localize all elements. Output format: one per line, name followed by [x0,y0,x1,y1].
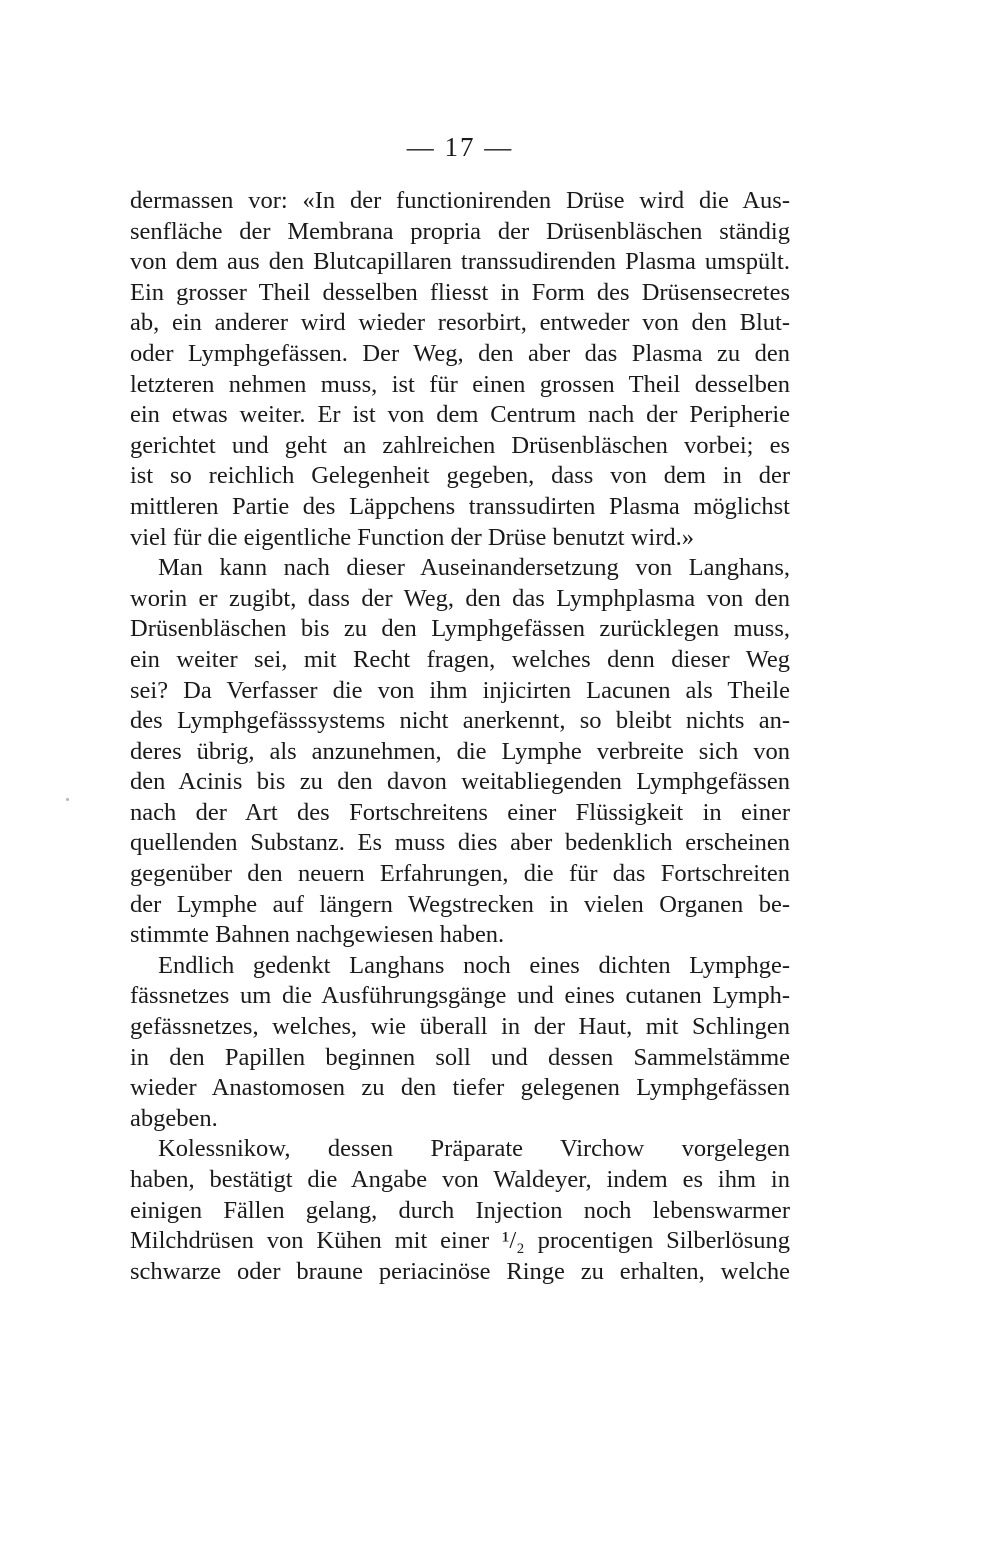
text-line: Man kann nach dieser Auseinandersetzung von Langhans, [158,554,790,582]
body-text [130,186,790,1287]
text-line: Ein grosser Theil desselben fliesst in Form des Drüsensecretes [130,278,790,306]
text-line: von dem aus den Blutcapillaren transsudirenden Plasma umspült. [130,248,790,276]
text-line: stimmte Bahnen nachgewiesen haben. [130,921,505,949]
text-line: des Lymphgefässsystems nicht anerkennt, so bleibt nichts an- [130,707,790,735]
margin-speck [66,798,69,801]
text-line: gefässnetzes, welches, wie überall in der Haut, mit Schlingen [130,1013,790,1041]
text-line: haben, bestätigt die Angabe von Waldeyer, indem es ihm in [130,1166,790,1193]
text-line: senfläche der Membrana propria der Drüsenbläschen ständig [130,217,790,245]
text-line: fässnetzes um die Ausführungsgänge und eines cutanen Lymph- [130,982,790,1010]
text-line: oder Lymphgefässen. Der Weg, den aber das Plasma zu den [130,339,790,367]
text-line: Kolessnikow, dessen Präparate Virchow vorgelegen [158,1135,790,1163]
text-line: Milchdrüsen von Kühen mit einer ¹/₂ procentigen Silberlösung [130,1227,790,1255]
text-line: in den Papillen beginnen soll und dessen Sammelstämme [130,1043,790,1071]
text-line: einigen Fällen gelang, durch Injection noch lebenswarmer [130,1196,790,1224]
text-line: schwarze oder braune periacinöse Ringe zu erhalten, welche [130,1257,790,1285]
text-line: ein etwas weiter. Er ist von dem Centrum nach der Peripherie [130,401,790,429]
text-line: nach der Art des Fortschreitens einer Flüssigkeit in einer [130,798,790,826]
text-line: letzteren nehmen muss, ist für einen grossen Theil desselben [130,370,790,398]
text-line: quellenden Substanz. Es muss dies aber bedenklich erscheinen [130,829,790,857]
text-line: Endlich gedenkt Langhans noch eines dichten Lymphge- [158,951,790,979]
text-line: wieder Anastomosen zu den tiefer gelegenen Lymphgefässen [130,1074,790,1102]
text-line: Drüsenbläschen bis zu den Lymphgefässen zurücklegen muss, [130,615,790,643]
text-line: dermassen vor: «In der functionirenden Drüse wird die Aus- [130,187,790,214]
text-line: gegenüber den neuern Erfahrungen, die für das Fortschreiten [130,860,790,888]
text-line: mittleren Partie des Läppchens transsudirten Plasma möglichst [130,492,790,520]
text-line: abgeben. [130,1104,218,1132]
text-line: den Acinis bis zu den davon weitabliegenden Lymphgefässen [130,768,790,796]
text-line: viel für die eigentliche Function der Drüse benutzt wird.» [130,523,695,551]
text-line: ist so reichlich Gelegenheit gegeben, dass von dem in der [130,462,790,490]
page-number: — 17 — [406,132,514,162]
text-line: worin er zugibt, dass der Weg, den das Lymphplasma von den [130,584,790,612]
text-line: ab, ein anderer wird wieder resorbirt, entweder von den Blut- [130,309,790,337]
text-line: deres übrig, als anzunehmen, die Lymphe verbreite sich von [130,737,790,765]
text-line: ein weiter sei, mit Recht fragen, welches denn dieser Weg [130,645,790,673]
text-line: sei? Da Verfasser die von ihm injicirten Lacunen als Theile [130,676,790,704]
text-line: der Lymphe auf längern Wegstrecken in vielen Organen be- [130,890,790,918]
text-line: gerichtet und geht an zahlreichen Drüsenbläschen vorbei; es [130,431,790,459]
